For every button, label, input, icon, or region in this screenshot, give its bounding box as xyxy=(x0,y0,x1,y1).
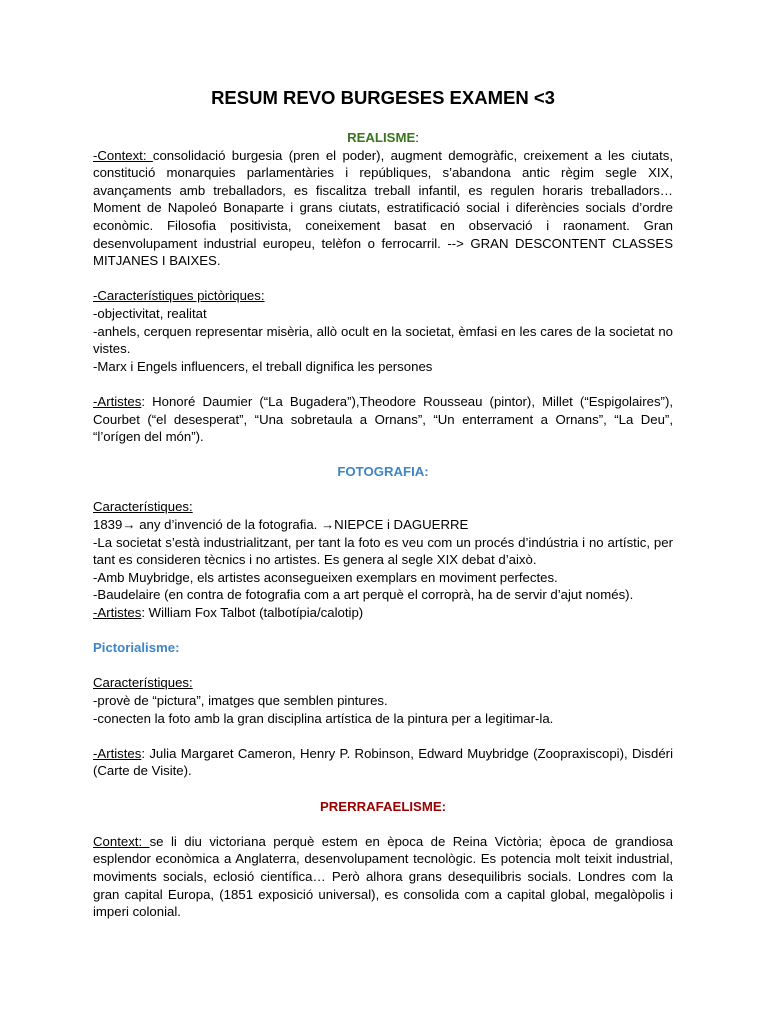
realisme-artistes-text: : Honoré Daumier (“La Bugadera”),Theodore Rousseau (pintor), Millet (“Espigolaires”), Courbet (“el desesperat”, “Una sobretaula a Ornans”, “Un enterrament a Ornans”, “La Deu”, “l’orígen del món”). xyxy=(93,393,673,445)
realisme-caracteristiques-label: -Característiques pictòriques: xyxy=(93,288,265,304)
realisme-caracteristica-item: -Marx i Engels influencers, el treball dignifica les persones xyxy=(93,358,433,374)
fotografia-artistes-paragraph xyxy=(93,604,673,622)
fotografia-caracteristiques-label-line xyxy=(93,498,673,516)
section-heading-pictorialisme: Pictorialisme: xyxy=(93,640,180,656)
pictorialisme-artistes-label: -Artistes xyxy=(93,745,142,761)
fotografia-artistes-text: : William Fox Talbot (talbotípia/calotip) xyxy=(141,605,364,621)
section-heading-fotografia: FOTOGRAFIA: xyxy=(337,464,429,480)
document-page xyxy=(93,86,673,921)
fotografia-item: -La societat s’està industrialitzant, per tant la foto es veu com un procés d’indústria i no artístic, per tant es consideren tècnics i no artistes. Es genera al segle XIX debat d’això. xyxy=(93,534,673,568)
realisme-context-paragraph xyxy=(93,147,673,270)
pictorialisme-item: -provè de “pictura”, imatges que semblen pintures. xyxy=(93,693,388,708)
spacer xyxy=(93,375,673,393)
realisme-caracteristica-item: -objectivitat, realitat xyxy=(93,305,207,321)
pictorialisme-item: -conecten la foto amb la gran disciplina artística de la pintura per a legitimar-la. xyxy=(93,710,554,726)
section-heading-prerrafaelisme: PRERRAFAELISME: xyxy=(319,798,447,814)
realisme-artistes-paragraph xyxy=(93,393,673,446)
prerrafaelisme-context-label: Context: xyxy=(93,833,150,849)
realisme-heading-colon: : xyxy=(415,130,419,145)
spacer xyxy=(93,815,673,833)
spacer xyxy=(93,270,673,288)
spacer xyxy=(93,657,673,675)
spacer xyxy=(93,622,673,640)
realisme-heading-text: REALISME xyxy=(347,130,416,145)
fotografia-item: -Amb Muybridge, els artistes aconsegueixen exemplars en moviment perfectes. xyxy=(93,569,558,585)
realisme-context-text: consolidació burgesia (pren el poder), augment demogràfic, creixement a les ciutats, constitució monarquies parlamentàries i repúbliques, s’abandona antic règim segle XIX, avançaments amb treballadors, es fiscalitza treball infantil, es regulen horaris treballadors… Moment de Napoleó Bonaparte i grans ciutats, estratificació social i diferències socials d’ordre econòmic. Filosofia positivista, coneixement basat en observació i raonament. Gran desenvolupament industrial europeu, telèfon o ferrocarril. --> GRAN DESCONTENT CLASSES MITJANES I BAIXES. xyxy=(93,147,673,269)
realisme-context-label: -Context: xyxy=(93,147,153,163)
prerrafaelisme-context-paragraph xyxy=(93,833,673,921)
realisme-artistes-label: -Artistes xyxy=(93,393,142,409)
pictorialisme-artistes-text: : Julia Margaret Cameron, Henry P. Robinson, Edward Muybridge (Zoopraxiscopi), Disdéri (Carte de Visite). xyxy=(93,745,673,779)
fotografia-item: -Baudelaire (en contra de fotografia com a art perquè el corroprà, ha de servir d’ajut només). xyxy=(93,587,634,603)
section-heading-realisme xyxy=(93,129,673,147)
realisme-caracteristiques-label-line xyxy=(93,287,673,305)
fotografia-caracteristiques-label: Característiques: xyxy=(93,499,193,515)
pictorialisme-caracteristiques-label: Característiques: xyxy=(93,675,193,691)
pictorialisme-artistes-paragraph xyxy=(93,745,673,780)
spacer xyxy=(93,727,673,745)
spacer xyxy=(93,780,673,798)
spacer xyxy=(93,446,673,464)
fotografia-item: 1839→ any d’invenció de la fotografia. →NIEPCE i DAGUERRE xyxy=(93,517,469,533)
document-title: RESUM REVO BURGESES EXAMEN <3 xyxy=(211,87,555,108)
prerrafaelisme-context-text: se li diu victoriana perquè estem en època de Reina Victòria; època de grandiosa esplendor econòmica a Anglaterra, desenvolupament tecnològic. Es potencia molt teixit industrial, moviments socials, eclosió científica… Però alhora grans desequilibris socials. Londres com la gran capital Europa, (1851 exposició universal), es consolida com a capital global, megalòpolis i imperi colonial. xyxy=(93,833,673,920)
pictorialisme-caracteristiques-label-line xyxy=(93,674,673,692)
fotografia-artistes-label: -Artistes xyxy=(93,605,142,621)
realisme-caracteristica-item: -anhels, cerquen representar misèria, allò ocult en la societat, èmfasi en les cares de la societat no vistes. xyxy=(93,323,673,357)
spacer xyxy=(93,481,673,499)
